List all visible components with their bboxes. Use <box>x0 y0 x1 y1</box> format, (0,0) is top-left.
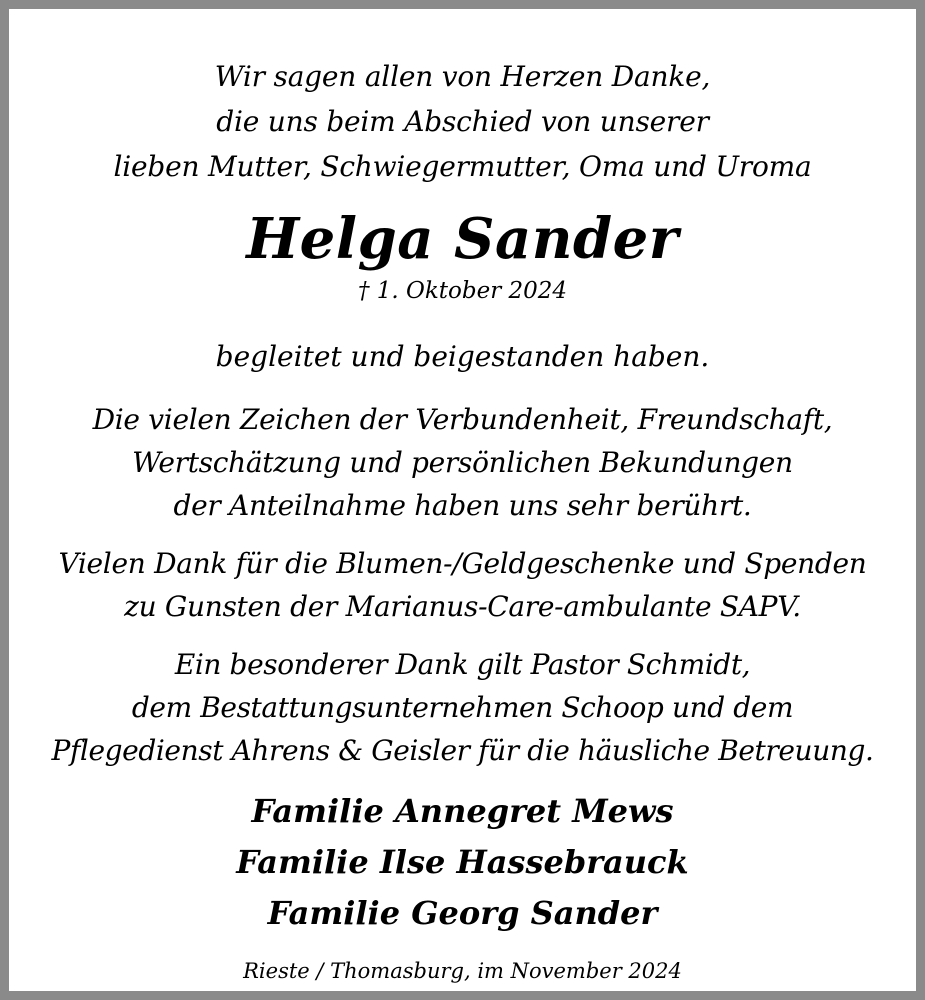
paragraph-special-thanks <box>18 643 907 772</box>
paragraph-donations <box>18 542 907 628</box>
paragraph-line: Wertschätzung und persönlichen Bekundungen <box>132 446 793 479</box>
intro-text <box>18 54 907 189</box>
deceased-name: Helga Sander <box>246 206 679 272</box>
paragraph-line: Vielen Dank für die Blumen-/Geldgeschenke und Spenden <box>58 547 867 580</box>
death-date: † 1. Oktober 2024 <box>357 278 568 304</box>
paragraph-line: Ein besonderer Dank gilt Pastor Schmidt, <box>174 648 751 681</box>
notice-content <box>18 18 907 982</box>
intro-line: Wir sagen allen von Herzen Danke, <box>214 60 711 93</box>
place-date: Rieste / Thomasburg, im November 2024 <box>243 959 682 983</box>
intro-line: die uns beim Abschied von unserer <box>216 105 709 138</box>
paragraph-line: der Anteilnahme haben uns sehr berührt. <box>173 489 752 522</box>
paragraph-line: Die vielen Zeichen der Verbundenheit, Freundschaft, <box>92 403 833 436</box>
paragraph-line: Pflegedienst Ahrens & Geisler für die häusliche Betreuung. <box>51 734 874 767</box>
family-name: Familie Ilse Hassebrauck <box>236 843 689 881</box>
intro-line: lieben Mutter, Schwiegermutter, Oma und Uroma <box>113 150 812 183</box>
paragraph-line: zu Gunsten der Marianus-Care-ambulante SAPV. <box>124 590 801 623</box>
paragraph-line: begleitet und beigestanden haben. <box>215 340 710 373</box>
family-name: Familie Georg Sander <box>267 894 658 932</box>
paragraph-solidarity <box>18 398 907 527</box>
paragraph-accompanied <box>18 334 907 379</box>
family-signatures <box>18 786 907 939</box>
family-name: Familie Annegret Mews <box>251 792 674 830</box>
paragraph-line: dem Bestattungsunternehmen Schoop und dem <box>131 691 794 724</box>
